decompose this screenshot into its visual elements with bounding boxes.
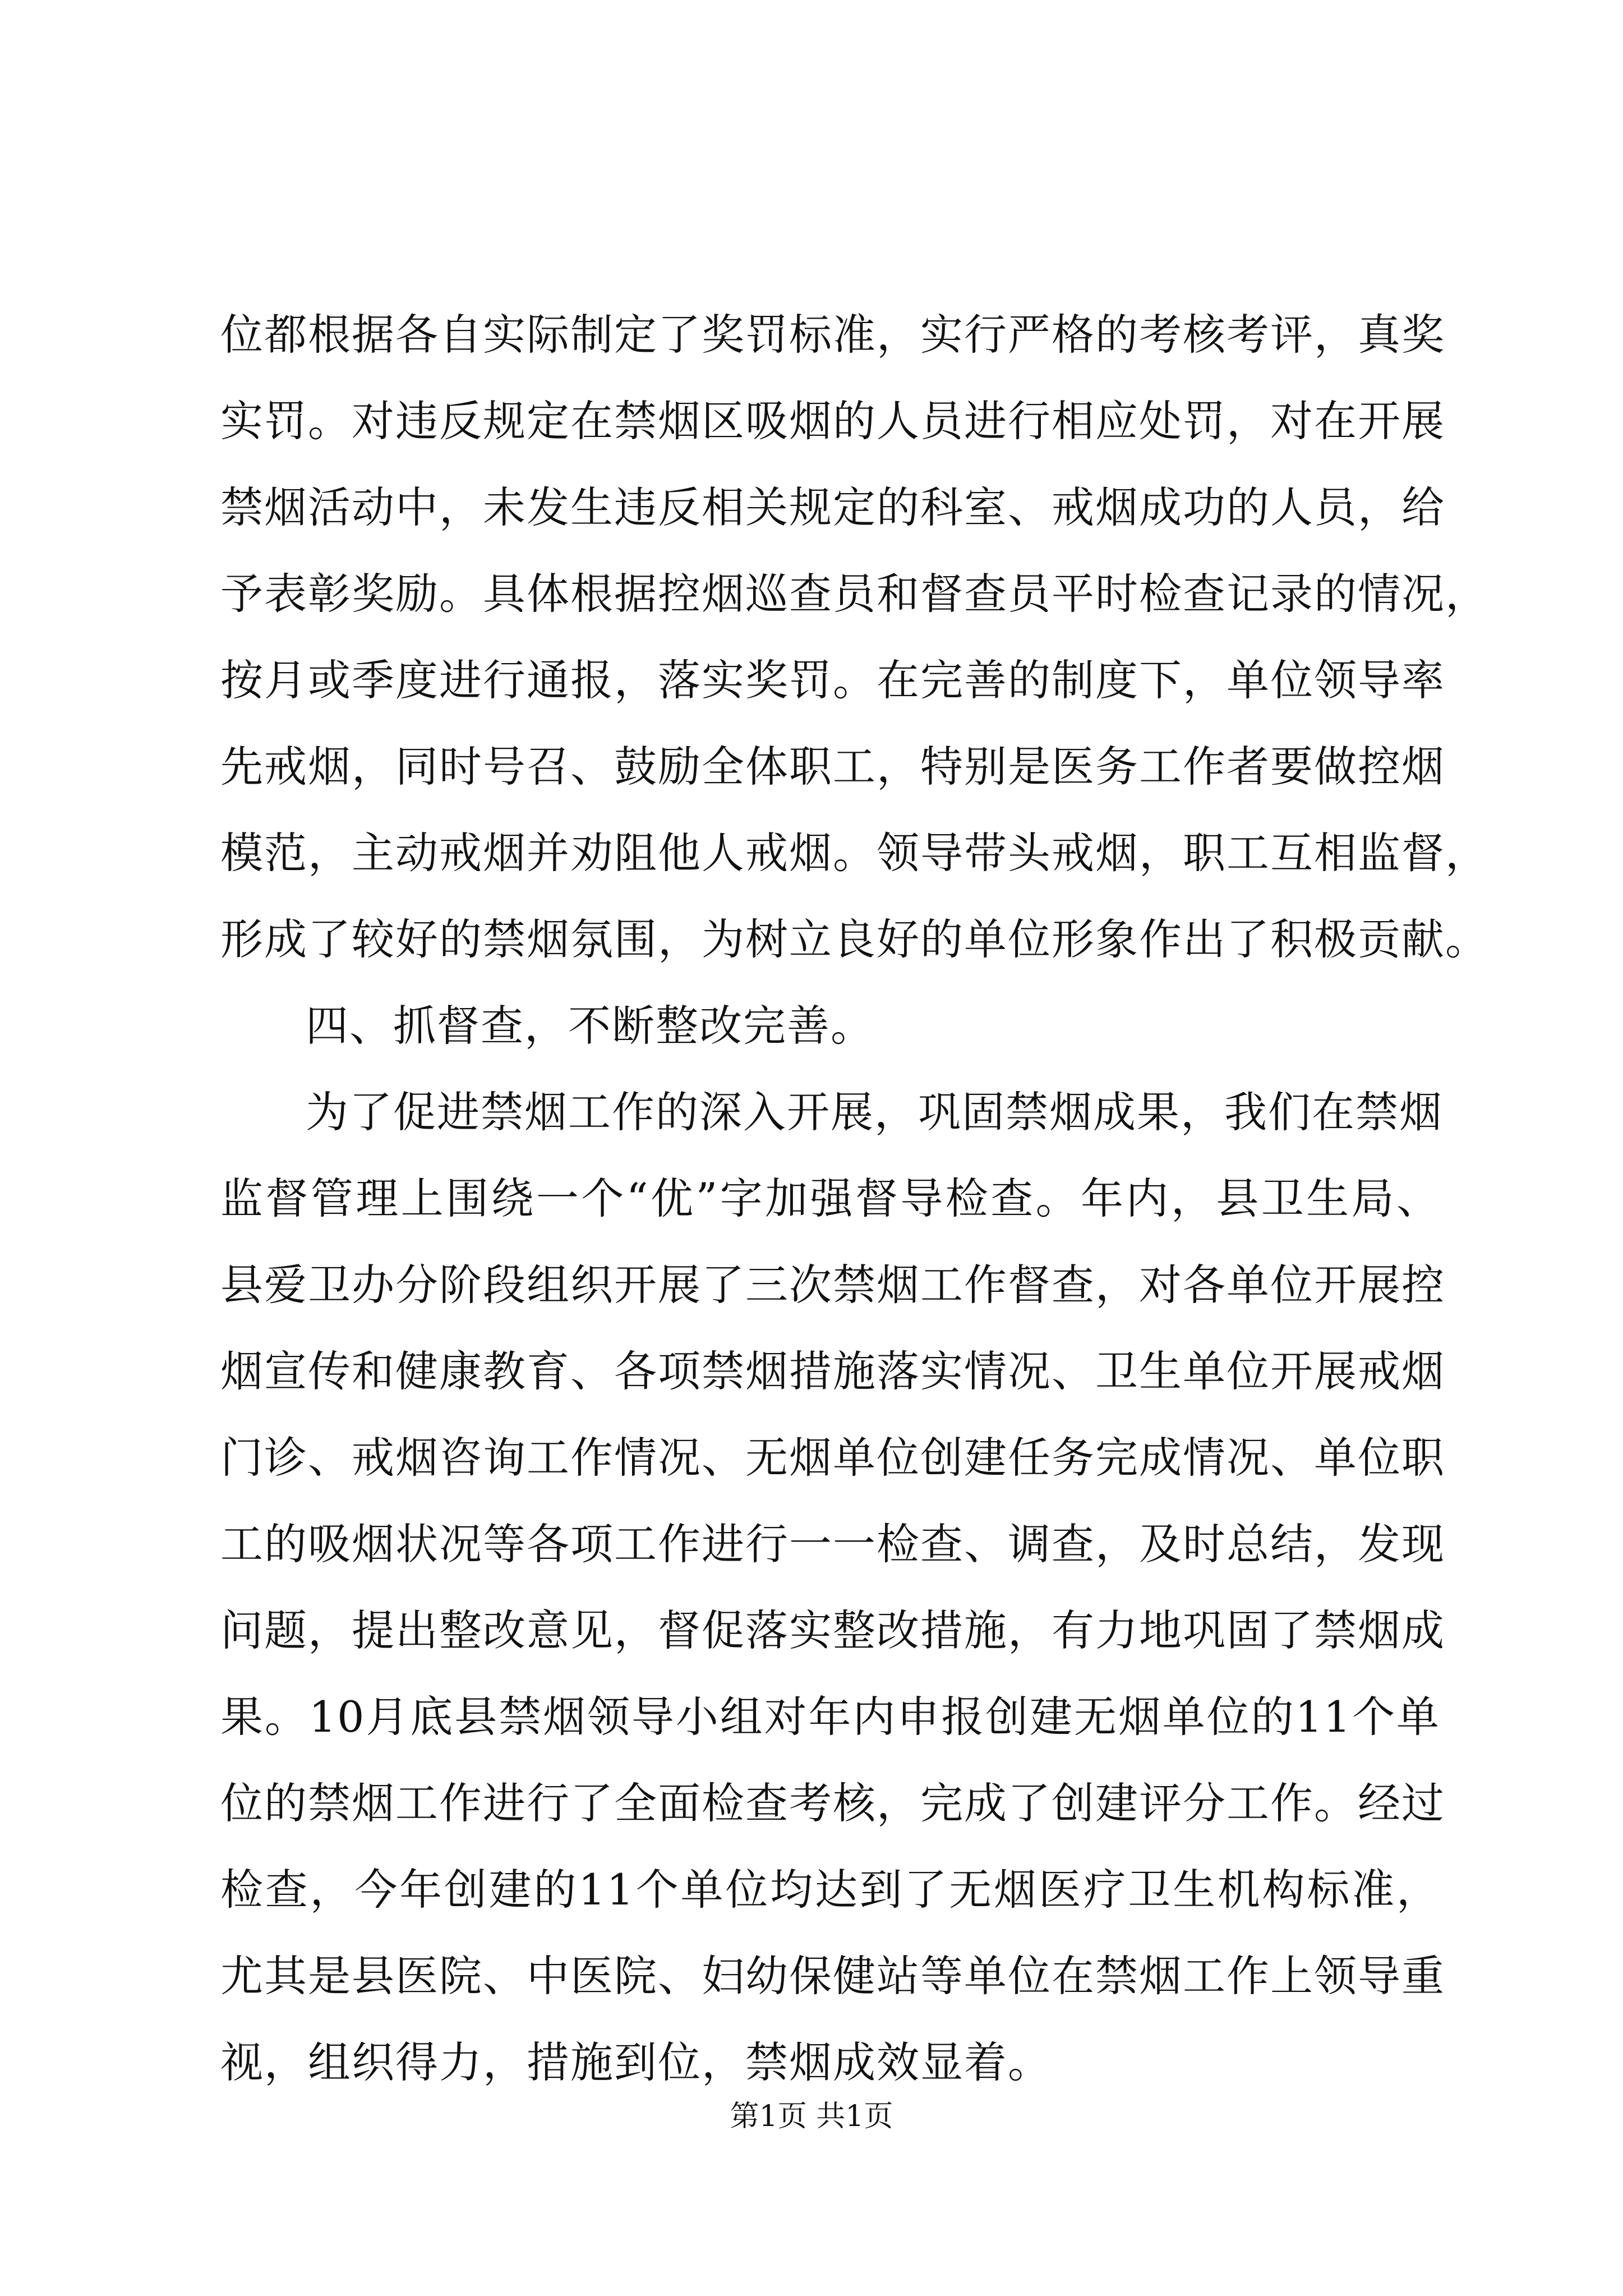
paragraph-line-16: 问题，提出整改意见，督促落实整改措施，有力地巩固了禁烟成 [220, 1605, 1445, 1655]
paragraph-line-18: 位的禁烟工作进行了全面检查考核，完成了创建评分工作。经过 [220, 1778, 1445, 1828]
paragraph-line-19: 检查，今年创建的11个单位均达到了无烟医疗卫生机构标准， [220, 1865, 1440, 1915]
paragraph-line-1: 位都根据各自实际制定了奖罚标准，实行严格的考核考评，真奖 [220, 310, 1445, 360]
paragraph-line-7: 模范，主动戒烟并劝阻他人戒烟。领导带头戒烟，职工互相监督， [220, 828, 1489, 878]
paragraph-line-6: 先戒烟，同时号召、鼓励全体职工，特别是医务工作者要做控烟 [220, 742, 1445, 792]
paragraph-line-10: 为了促进禁烟工作的深入开展，巩固禁烟成果，我们在禁烟 [306, 1087, 1443, 1137]
paragraph-line-11: 监督管理上围绕一个“优”字加强督导检查。年内，县卫生局、 [220, 1174, 1440, 1223]
paragraph-line-21: 视，组织得力，措施到位，禁烟成效显着。 [220, 2037, 1052, 2087]
document-body [220, 292, 1489, 2106]
paragraph-line-3: 禁烟活动中，未发生违反相关规定的科室、戒烟成功的人员，给 [220, 482, 1445, 532]
paragraph-line-14: 门诊、戒烟咨询工作情况、无烟单位创建任务完成情况、单位职 [220, 1433, 1445, 1483]
paragraph-line-8: 形成了较好的禁烟氛围，为树立良好的单位形象作出了积极贡献。 [220, 914, 1489, 964]
paragraph-line-17: 果。10月底县禁烟领导小组对年内申报创建无烟单位的11个单 [220, 1692, 1440, 1742]
paragraph-line-2: 实罚。对违反规定在禁烟区吸烟的人员进行相应处罚，对在开展 [220, 396, 1445, 446]
paragraph-line-15: 工的吸烟状况等各项工作进行一一检查、调查，及时总结，发现 [220, 1519, 1445, 1569]
paragraph-line-20: 尤其是县医院、中医院、妇幼保健站等单位在禁烟工作上领导重 [220, 1951, 1445, 2001]
section-heading: 四、抓督查，不断整改完善。 [306, 1001, 874, 1051]
page-footer: 第1页 共1页 [730, 2100, 893, 2133]
paragraph-line-12: 县爱卫办分阶段组织开展了三次禁烟工作督查，对各单位开展控 [220, 1260, 1445, 1310]
paragraph-line-4: 予表彰奖励。具体根据控烟巡查员和督查员平时检查记录的情况， [220, 569, 1489, 619]
paragraph-line-5: 按月或季度进行通报，落实奖罚。在完善的制度下，单位领导率 [220, 655, 1445, 705]
paragraph-line-13: 烟宣传和健康教育、各项禁烟措施落实情况、卫生单位开展戒烟 [220, 1346, 1445, 1396]
